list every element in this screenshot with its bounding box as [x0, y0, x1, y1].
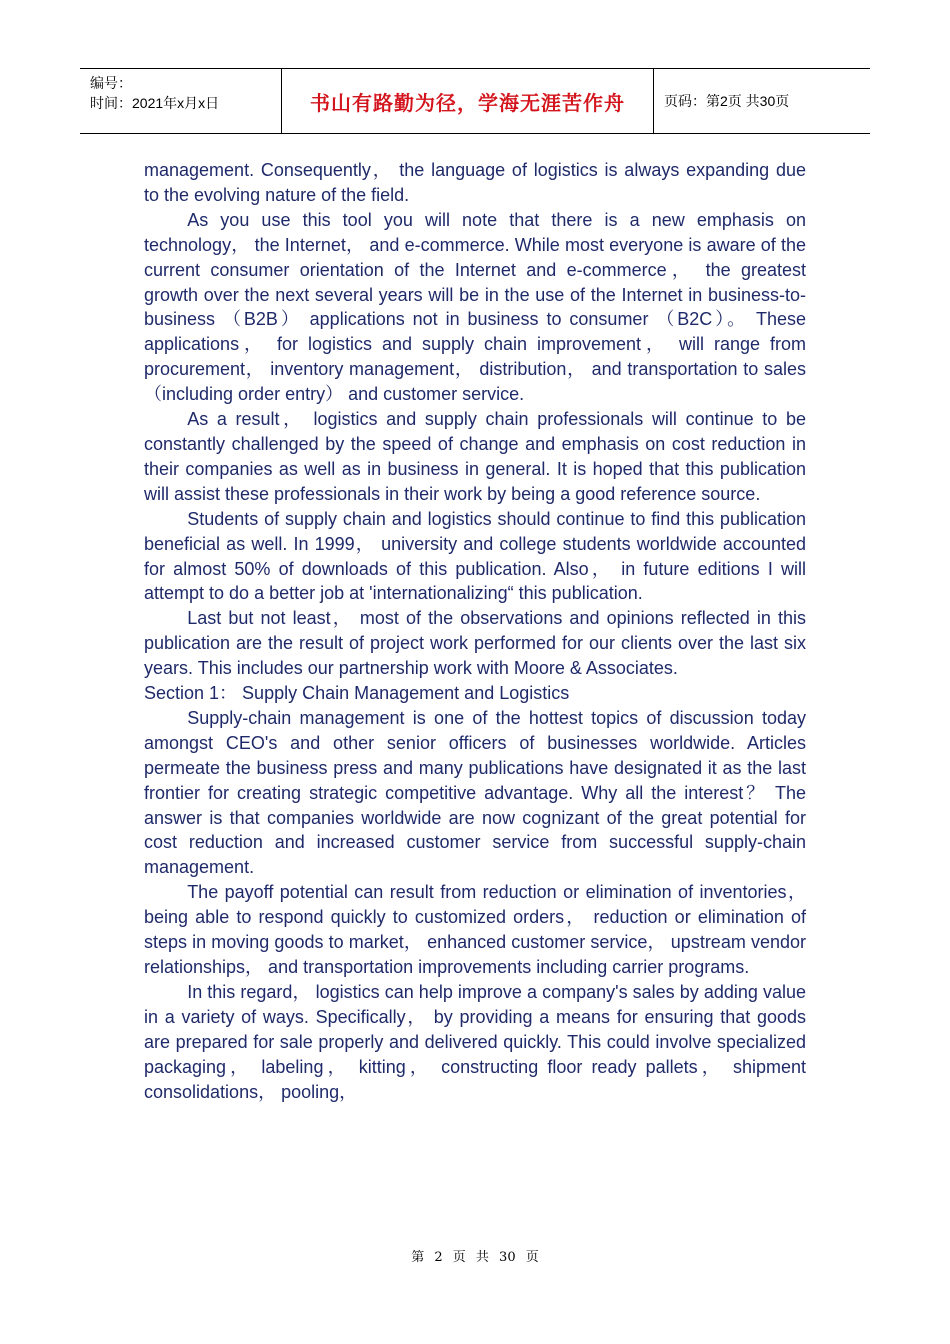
header-left-cell — [80, 69, 281, 133]
time-label: 时间：2021年x月x日 — [90, 95, 220, 111]
section-heading: Section 1： Supply Chain Management and Logistics — [144, 683, 570, 704]
document-body — [144, 158, 806, 1104]
paragraph: management. Consequently， the language of logistics is always expanding due to the evolving nature of the field. — [144, 160, 806, 205]
paragraph: Last but not least， most of the observations and opinions reflected in this publication are the result of project work performed for our clients over the last six years. This includes our partnership work with Moore & Associates. — [144, 608, 806, 679]
serial-label: 编号： — [90, 75, 132, 91]
page-footer: 第 2 页 共 30 页 — [411, 1250, 539, 1265]
paragraph: The payoff potential can result from reduction or elimination of inventories， being able to respond quickly to customized orders， reduction or elimination of steps in moving goods to market， enhanced customer service， upstream vendor relationships， and transportation improvements including carrier programs. — [144, 882, 806, 977]
paragraph: In this regard， logistics can help improve a company's sales by adding value in a variety of ways. Specifically， by providing a means for ensuring that goods are prepared for sale properly and delivered quickly. This could involve specialized packaging， labeling， kitting， constructing floor ready pallets， shipment consolidations， pooling， — [144, 981, 806, 1102]
paragraph: Supply-chain management is one of the hottest topics of discussion today amongst CEO's and other senior officers of businesses worldwide. Articles permeate the business press and many publications have designated it as the last frontier for creating strategic competitive advantage. Why all the interest？ The answer is that companies worldwide are now cognizant of the great potential for cost reduction and increased customer service from successful supply-chain management. — [144, 707, 806, 878]
page-code: 页码：第2页 共30页 — [664, 93, 790, 109]
paragraph: As you use this tool you will note that there is a new emphasis on technology， the Internet， and e-commerce. While most everyone is aware of the current consumer orientation of the Internet and e-commerce， the greatest growth over the next several years will be in the use of the Internet in business-to-business （B2B） applications not in business to consumer （B2C）。 These applications， for logistics and supply chain improvement， will range from procurement， inventory management， distribution， and transportation to sales （including order entry） and customer service. — [144, 209, 806, 405]
paragraph: As a result， logistics and supply chain professionals will continue to be constantly challenged by the speed of change and emphasis on cost reduction in their companies as well as in business in general. It is hoped that this publication will assist these professionals in their work by being a good reference source. — [144, 409, 806, 504]
paragraph: Students of supply chain and logistics should continue to find this publication beneficial as well. In 1999， university and college students worldwide accounted for almost 50% of downloads of this publication. Also， in future editions I will attempt to do a better job at 'internationalizing“ this publication. — [144, 508, 806, 604]
page-header — [80, 68, 870, 134]
motto: 书山有路勤为径，学海无涯苦作舟 — [281, 69, 654, 133]
